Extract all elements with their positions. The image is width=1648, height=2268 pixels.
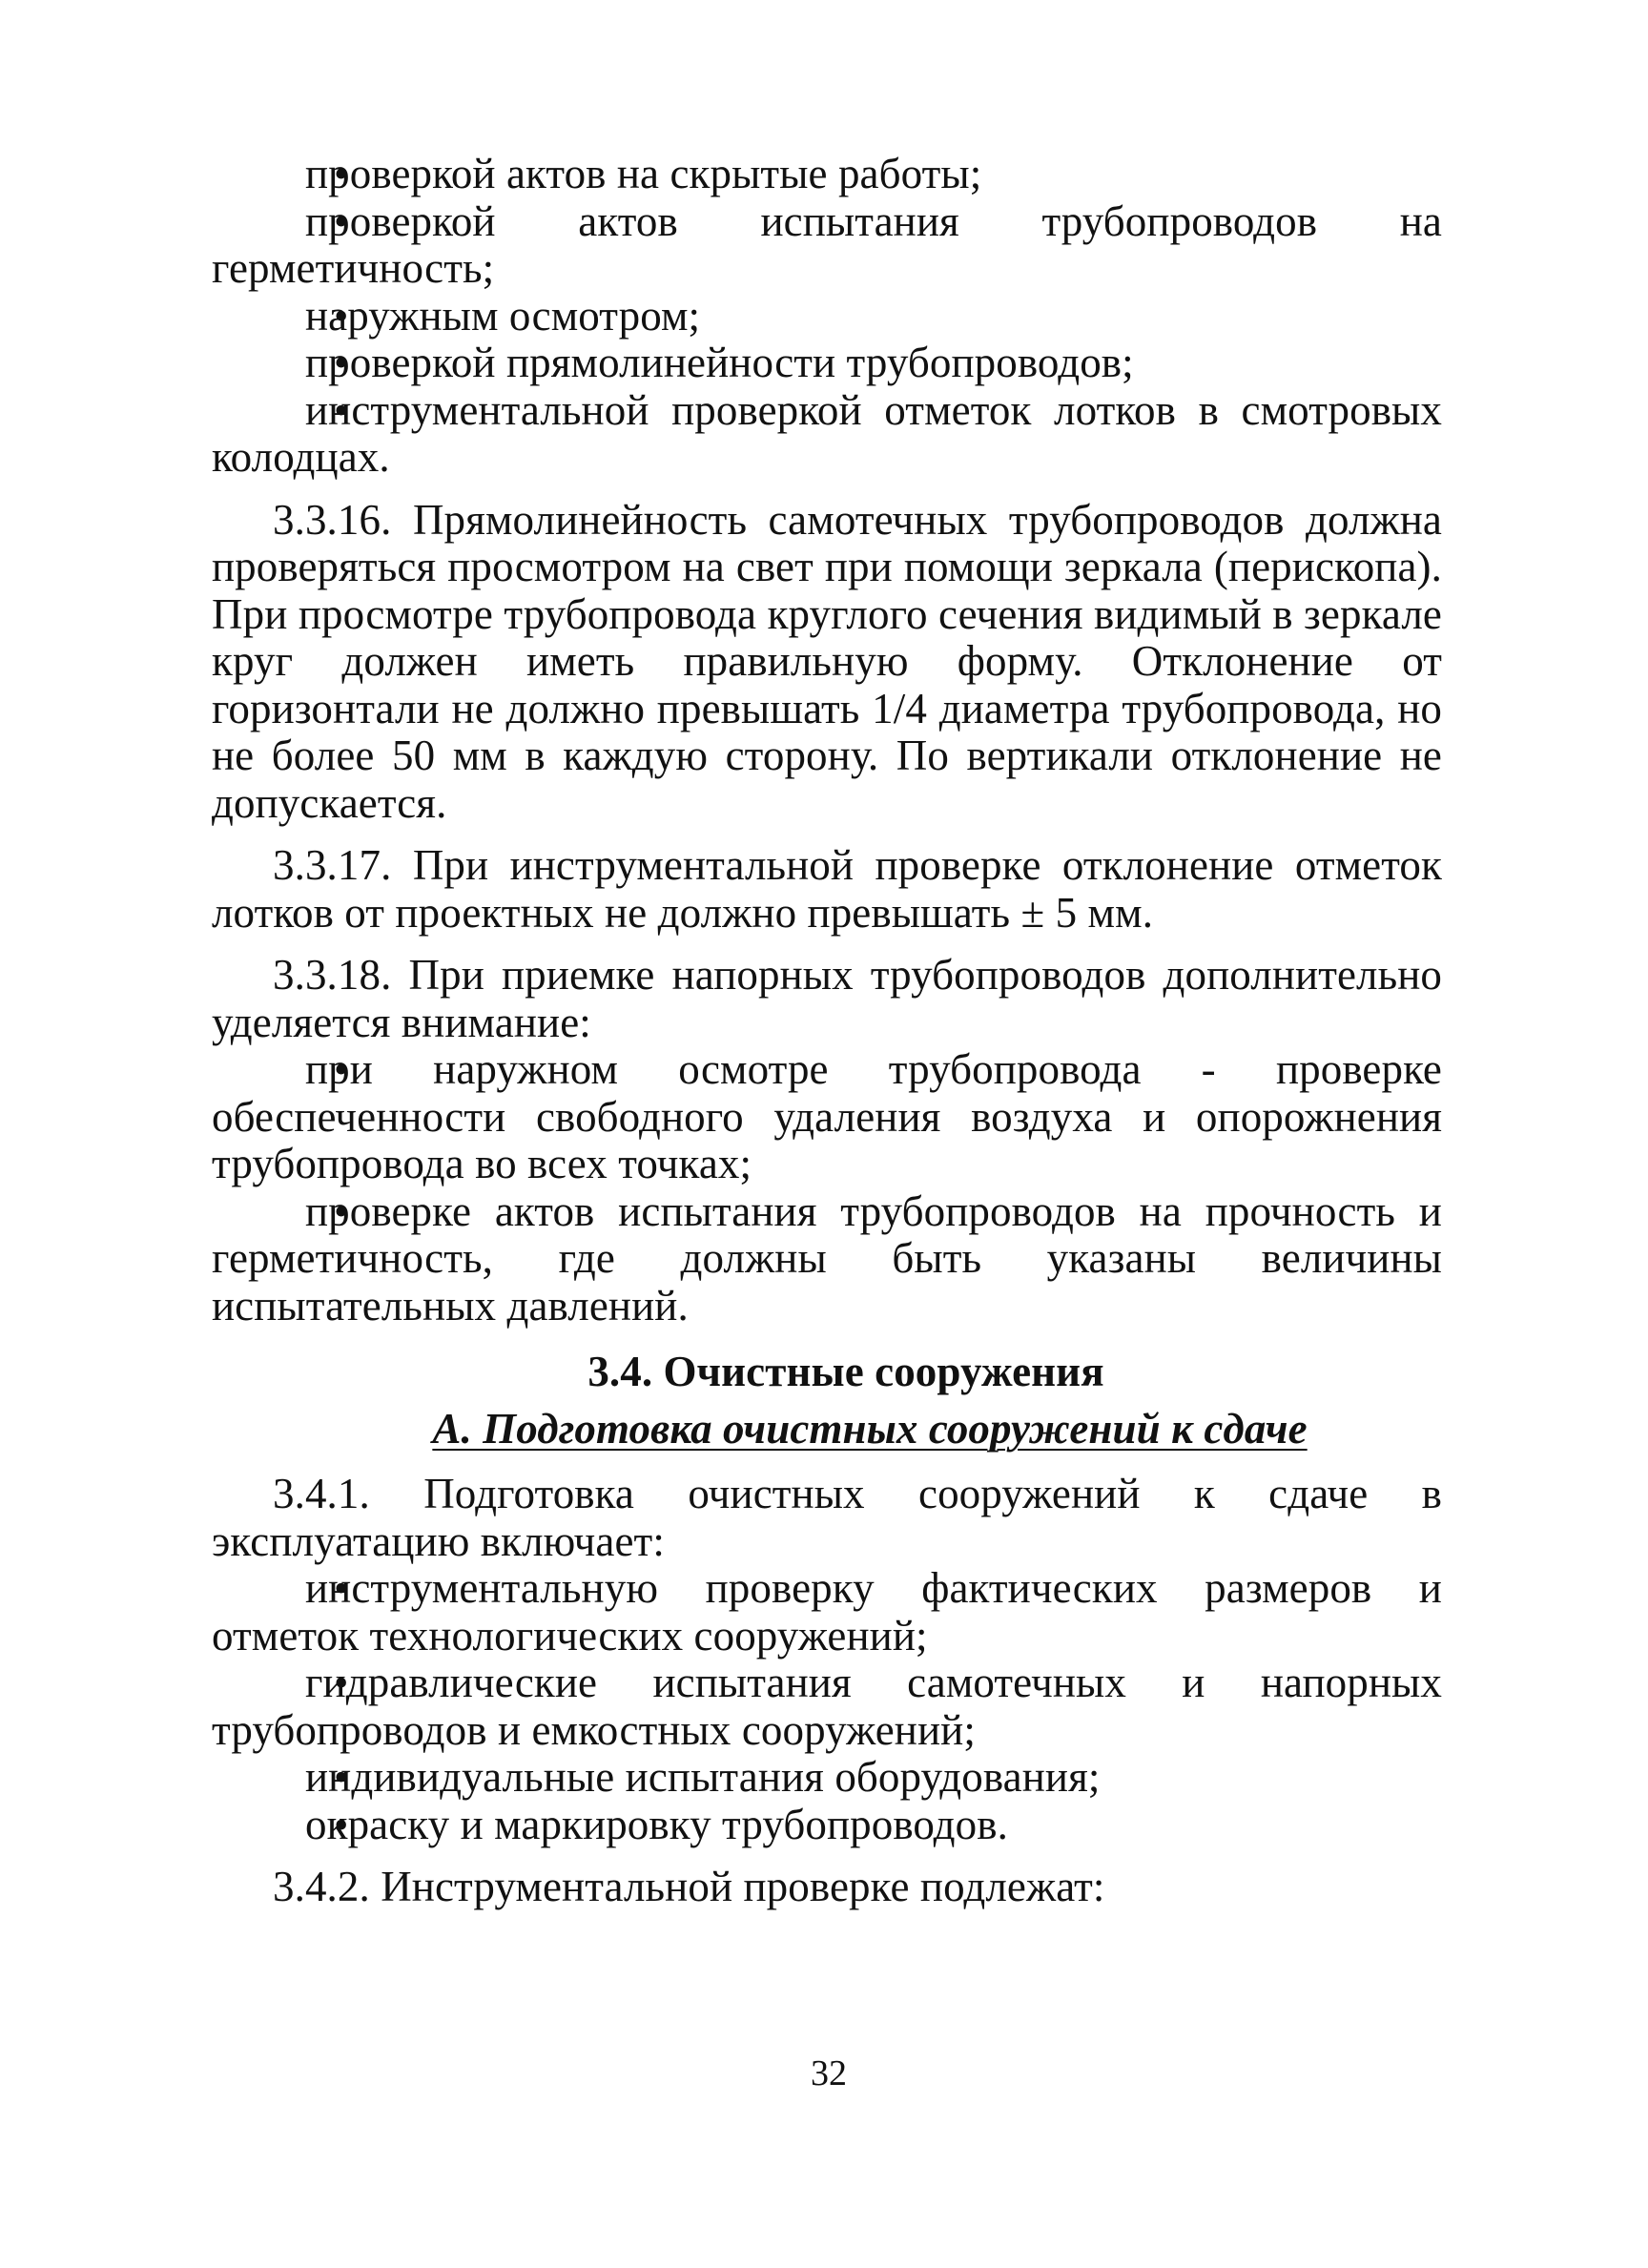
list-item-text: при наружном осмотре трубопровода - проверке обеспеченности свободного удаления воздуха и опорожнения трубопровода во всех точках; <box>212 1045 1442 1187</box>
section-heading: 3.4. Очистные сооружения <box>587 1348 1104 1395</box>
list-item-text: окраску и маркировку трубопроводов. <box>305 1800 1008 1848</box>
list-item <box>212 387 1442 482</box>
paragraph-3-4-1: 3.4.1. Подготовка очистных сооружений к сдаче в эксплуатацию включает: <box>212 1470 1442 1565</box>
paragraph-3-3-18: 3.3.18. При приемке напорных трубопроводов дополнительно уделяется внимание: <box>212 951 1442 1046</box>
list-item-text: проверкой актов на скрытые работы; <box>305 150 982 197</box>
list-item-text: проверкой прямолинейности трубопроводов; <box>305 339 1134 386</box>
list-item <box>212 198 1442 293</box>
list-item <box>212 1046 1442 1188</box>
list-item <box>212 1754 1442 1802</box>
list-item-text: инструментальную проверку фактических размеров и отметок технологических сооружений; <box>212 1564 1442 1660</box>
paragraph-3-3-16: 3.3.16. Прямолинейность самотечных трубопроводов должна проверяться просмотром на свет при помощи зеркала (перископа). При просмотре трубопровода круглого сечения видимый в зеркале круг должен иметь правильную форму. Отклонение от горизонтали не должно превышать 1/4 диаметра трубопровода, но не более 50 мм в каждую сторону. По вертикали отклонение не допускается. <box>212 495 1442 827</box>
list-item <box>212 340 1442 387</box>
list-item-text: инструментальной проверкой отметок лотков в смотровых колодцах. <box>212 385 1442 481</box>
list-item <box>212 1660 1442 1754</box>
subsection-heading: А. Подготовка очистных сооружений к сдаче <box>432 1405 1308 1453</box>
list-item <box>212 1565 1442 1660</box>
list-item-text: проверке актов испытания трубопроводов на прочность и герметичность, где должны быть указаны величины испытательных давлений. <box>212 1186 1442 1330</box>
list-item-text: наружным осмотром; <box>305 291 701 340</box>
list-item <box>212 293 1442 340</box>
list-item <box>212 151 1442 198</box>
page-number: 32 <box>811 2053 847 2093</box>
page-body <box>212 151 1442 1911</box>
list-item-text: гидравлические испытания самотечных и напорных трубопроводов и емкостных сооружений; <box>212 1659 1442 1754</box>
list-item <box>212 1188 1442 1330</box>
paragraph-3-4-2: 3.4.2. Инструментальной проверке подлежат: <box>273 1863 1105 1910</box>
list-item-text: индивидуальные испытания оборудования; <box>305 1753 1101 1801</box>
list-item <box>212 1802 1442 1849</box>
paragraph-3-3-17: 3.3.17. При инструментальной проверке отклонение отметок лотков от проектных не должно превышать ± 5 мм. <box>212 841 1442 937</box>
list-item-text: проверкой актов испытания трубопроводов на герметичность; <box>212 196 1442 292</box>
